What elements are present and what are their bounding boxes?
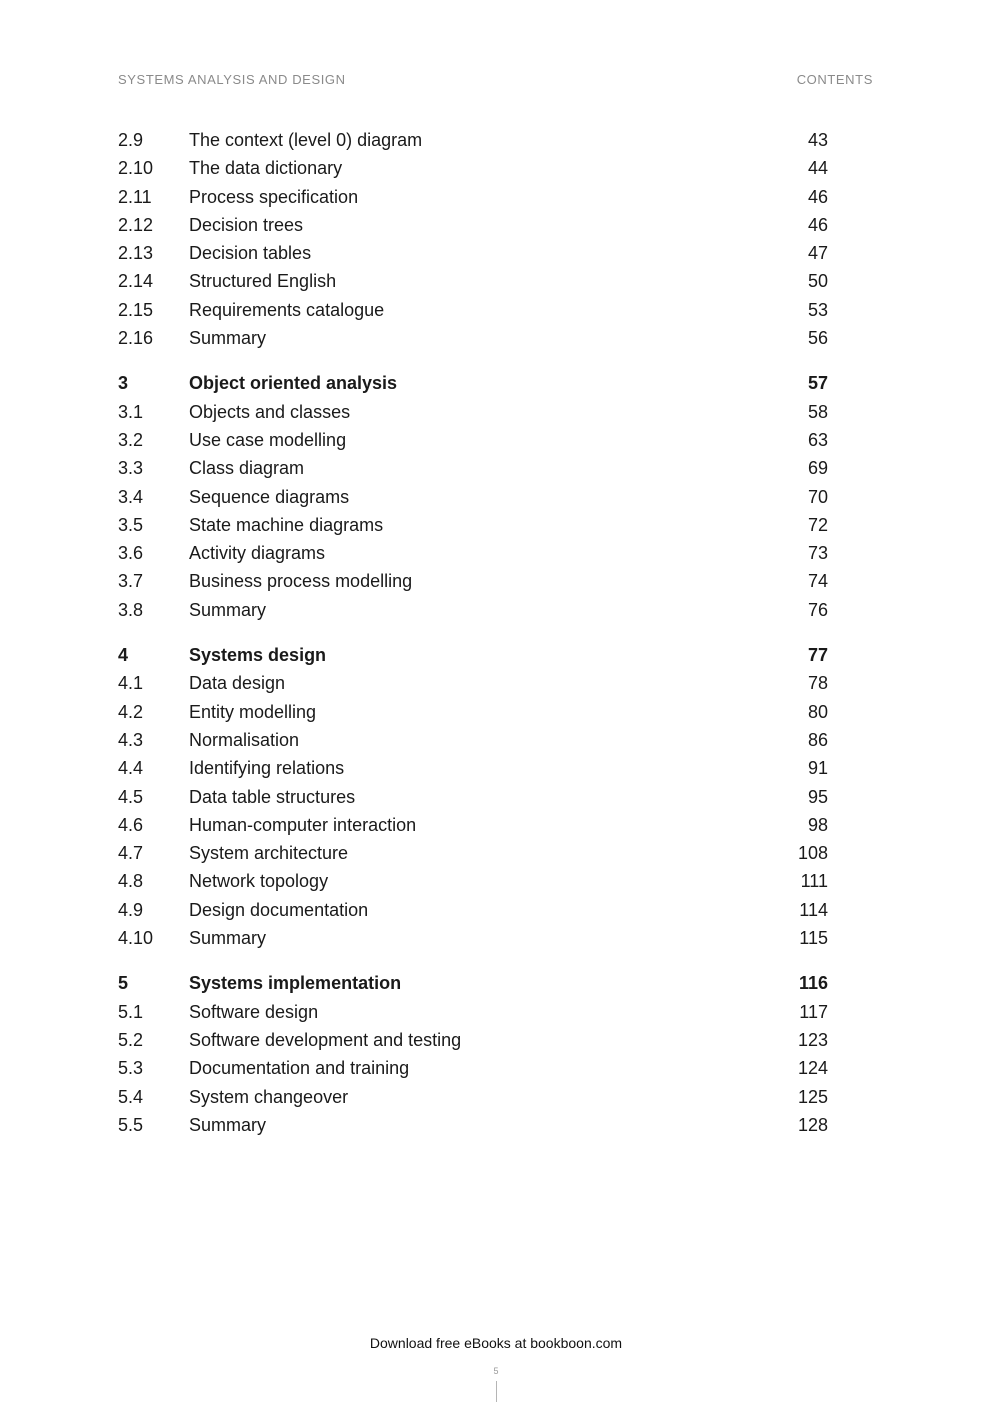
toc-title: Activity diagrams [189, 543, 326, 564]
toc-entry-row[interactable] [118, 211, 828, 239]
toc-entry-row[interactable] [118, 454, 828, 482]
toc-chapter-row[interactable] [118, 369, 828, 397]
toc-number: 4.7 [118, 843, 144, 864]
toc-number: 2.13 [118, 243, 154, 264]
page-number-rule [496, 1381, 497, 1402]
toc-title: Decision tables [189, 243, 312, 264]
toc-entry-row[interactable] [118, 867, 828, 895]
toc-number: 3.2 [118, 429, 144, 450]
toc-number: 2.10 [118, 158, 154, 179]
toc-page-number: 58 [807, 401, 828, 422]
toc-page-number: 123 [797, 1029, 828, 1050]
toc-entry-row[interactable] [118, 924, 828, 952]
toc-entry-row[interactable] [118, 239, 828, 267]
toc-title: Decision trees [189, 214, 304, 235]
toc-title: Design documentation [189, 899, 369, 920]
toc-number: 5 [118, 973, 129, 994]
toc-page-number: 125 [797, 1086, 828, 1107]
toc-page-number: 78 [807, 673, 828, 694]
toc-page-number: 69 [807, 458, 828, 479]
toc-title: State machine diagrams [189, 514, 384, 535]
toc-number: 4.6 [118, 814, 144, 835]
toc-page-number: 46 [807, 186, 828, 207]
toc-page-number: 56 [807, 328, 828, 349]
toc-section [118, 126, 828, 352]
toc-entry-row[interactable] [118, 839, 828, 867]
toc-title: Process specification [189, 186, 359, 207]
toc-number: 5.2 [118, 1029, 144, 1050]
toc-entry-row[interactable] [118, 398, 828, 426]
toc-number: 3.3 [118, 458, 144, 479]
toc-title: Systems implementation [189, 973, 402, 994]
toc-number: 3.8 [118, 599, 144, 620]
toc-number: 2.14 [118, 271, 154, 292]
toc-title: Class diagram [189, 458, 305, 479]
toc-number: 2.9 [118, 130, 144, 150]
toc-title: Software design [189, 1001, 319, 1022]
toc-page-number: 114 [799, 899, 828, 920]
toc-title: Data table structures [189, 786, 356, 807]
toc-entry-row[interactable] [118, 126, 828, 154]
toc-page-number: 44 [807, 158, 828, 179]
toc-entry-row[interactable] [118, 539, 828, 567]
toc-number: 5.4 [118, 1086, 144, 1107]
toc-entry-row[interactable] [118, 426, 828, 454]
book-title: SYSTEMS ANALYSIS AND DESIGN [118, 72, 346, 87]
running-header [118, 72, 873, 87]
toc-page-number: 108 [797, 843, 828, 864]
toc-number: 4.9 [118, 899, 144, 920]
toc-title: Entity modelling [189, 701, 317, 722]
toc-entry-row[interactable] [118, 511, 828, 539]
toc-entry-row[interactable] [118, 324, 828, 352]
toc-page-number: 117 [799, 1001, 828, 1022]
toc-title: Data design [189, 673, 286, 694]
toc-number: 4.5 [118, 786, 144, 807]
toc-number: 3 [118, 373, 129, 394]
toc-title: The context (level 0) diagram [189, 130, 423, 150]
toc-entry-row[interactable] [118, 896, 828, 924]
toc-title: Human-computer interaction [189, 814, 417, 835]
toc-page-number: 98 [807, 814, 828, 835]
toc-title: Summary [189, 928, 267, 949]
toc-entry-row[interactable] [118, 296, 828, 324]
toc-number: 5.3 [118, 1058, 144, 1079]
toc-page-number: 53 [807, 299, 828, 320]
toc-page-number: 111 [800, 871, 828, 892]
toc-entry-row[interactable] [118, 1026, 828, 1054]
toc-entry-row[interactable] [118, 267, 828, 295]
toc-page-number: 63 [807, 429, 828, 450]
toc-page-number: 86 [807, 729, 828, 750]
toc-title: Business process modelling [189, 571, 413, 592]
toc-entry-row[interactable] [118, 783, 828, 811]
toc-entry-row[interactable] [118, 811, 828, 839]
toc-page-number: 95 [807, 786, 828, 807]
toc-entry-row[interactable] [118, 1111, 828, 1139]
toc-entry-row[interactable] [118, 567, 828, 595]
toc-entry-row[interactable] [118, 998, 828, 1026]
toc-title: Summary [189, 1114, 267, 1135]
toc-entry-row[interactable] [118, 596, 828, 624]
toc-number: 3.6 [118, 543, 144, 564]
toc-page-number: 115 [799, 928, 828, 949]
toc-title: Identifying relations [189, 758, 345, 779]
toc-number: 4 [118, 645, 129, 666]
toc-section [118, 969, 828, 1139]
toc-number: 4.2 [118, 701, 144, 722]
toc-page-number: 91 [807, 758, 828, 779]
toc-page-number: 70 [807, 486, 828, 507]
toc-number: 2.16 [118, 328, 154, 349]
toc-entry-row[interactable] [118, 154, 828, 182]
toc-page-number: 74 [807, 571, 828, 592]
toc-number: 3.1 [118, 401, 144, 422]
table-of-contents [118, 126, 828, 1156]
toc-title: The data dictionary [189, 158, 343, 179]
toc-chapter-row[interactable] [118, 969, 828, 997]
toc-page-number: 72 [807, 514, 828, 535]
toc-number: 2.15 [118, 299, 154, 320]
toc-page-number: 124 [797, 1058, 828, 1079]
footer-download-link[interactable]: Download free eBooks at bookboon.com [369, 1335, 623, 1351]
toc-page-number: 128 [797, 1114, 828, 1135]
toc-title: Summary [189, 599, 267, 620]
toc-title: Documentation and training [189, 1058, 410, 1079]
toc-page-number: 43 [807, 130, 828, 150]
toc-title: Objects and classes [189, 401, 351, 422]
toc-title: Software development and testing [189, 1029, 462, 1050]
toc-page-number: 76 [807, 599, 828, 620]
toc-chapter-row[interactable] [118, 641, 828, 669]
toc-title: Systems design [189, 645, 327, 666]
toc-title: Requirements catalogue [189, 299, 385, 320]
toc-title: Object oriented analysis [189, 373, 398, 394]
toc-page-number: 50 [807, 271, 828, 292]
toc-title: Use case modelling [189, 429, 347, 450]
toc-page-number: 77 [807, 645, 828, 666]
toc-page-number: 116 [798, 973, 828, 994]
page-number: 5 [493, 1366, 499, 1376]
toc-entry-row[interactable] [118, 726, 828, 754]
toc-number: 3.4 [118, 486, 144, 507]
toc-number: 4.1 [118, 673, 144, 694]
toc-page-number: 47 [807, 243, 828, 264]
toc-number: 2.11 [118, 186, 152, 207]
toc-page-number: 73 [807, 543, 828, 564]
toc-page-number: 80 [807, 701, 828, 722]
section-name: CONTENTS [796, 72, 873, 87]
toc-title: System changeover [189, 1086, 349, 1107]
toc-entry-row[interactable] [118, 669, 828, 697]
toc-title: Summary [189, 328, 267, 349]
toc-entry-row[interactable] [118, 1054, 828, 1082]
toc-number: 2.12 [118, 214, 154, 235]
toc-entry-row[interactable] [118, 698, 828, 726]
toc-title: Network topology [189, 871, 329, 892]
toc-number: 4.8 [118, 871, 144, 892]
toc-number: 5.5 [118, 1114, 144, 1135]
toc-title: Sequence diagrams [189, 486, 350, 507]
toc-entry-row[interactable] [118, 183, 828, 211]
toc-entry-row[interactable] [118, 483, 828, 511]
toc-number: 4.10 [118, 928, 154, 949]
toc-number: 3.7 [118, 571, 144, 592]
toc-title: Normalisation [189, 729, 300, 750]
toc-section [118, 369, 828, 624]
toc-number: 4.3 [118, 729, 144, 750]
toc-number: 4.4 [118, 758, 144, 779]
toc-entry-row[interactable] [118, 1083, 828, 1111]
toc-title: System architecture [189, 843, 349, 864]
toc-page-number: 46 [807, 214, 828, 235]
toc-section [118, 641, 828, 952]
toc-number: 5.1 [118, 1001, 144, 1022]
toc-number: 3.5 [118, 514, 144, 535]
toc-page-number: 57 [807, 373, 828, 394]
toc-title: Structured English [189, 271, 337, 292]
toc-entry-row[interactable] [118, 754, 828, 782]
